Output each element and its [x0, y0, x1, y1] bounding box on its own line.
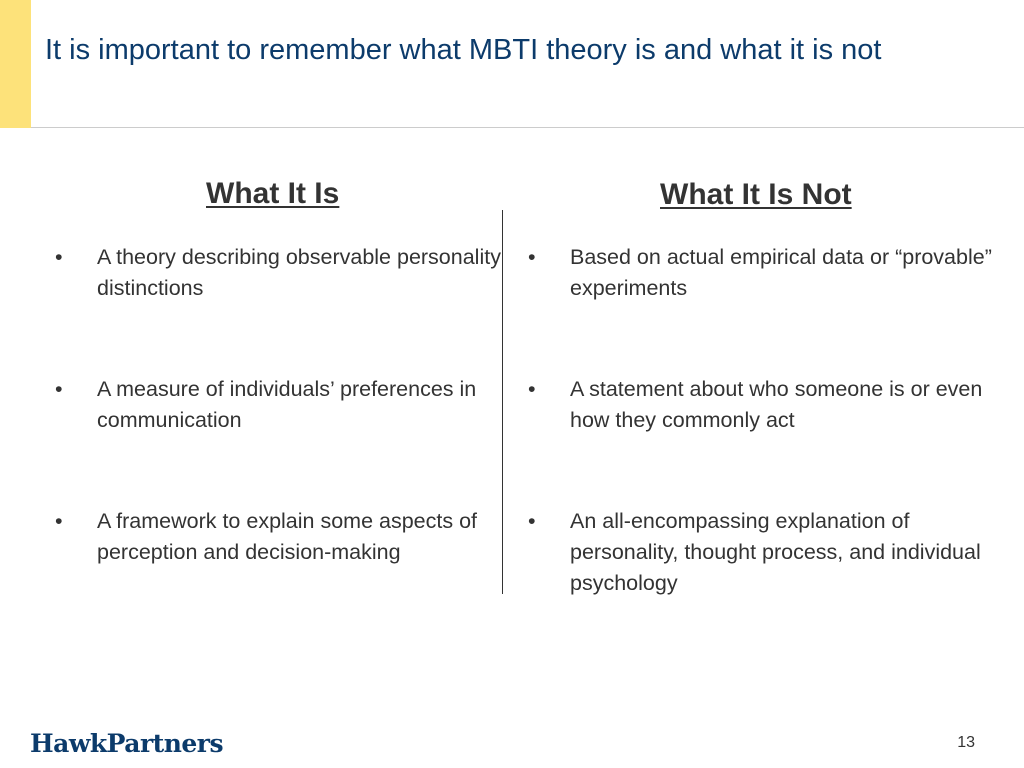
what-it-is-heading: What It Is [206, 177, 340, 210]
list-item-text: A measure of individuals’ preferences in communication [97, 377, 477, 432]
bullet-icon: • [528, 509, 536, 533]
bullet-icon: • [528, 377, 536, 401]
hawkpartners-logo: HawkPartners [30, 729, 224, 758]
title-accent-bar [0, 0, 31, 128]
list-item [528, 374, 998, 506]
list-item-text: A framework to explain some aspects of perception and decision-making [97, 509, 478, 564]
list-item-text: A statement about who someone is or even how they commonly act [570, 377, 983, 432]
list-item-text: A theory describing observable personality distinctions [97, 245, 501, 300]
what-it-is-not-list [528, 242, 998, 638]
what-it-is-not-heading: What It Is Not [660, 178, 852, 211]
list-item-text: Based on actual empirical data or “provable” experiments [570, 245, 992, 300]
slide-title: It is important to remember what MBTI theory is and what it is not [45, 34, 882, 66]
bullet-icon: • [55, 509, 63, 533]
bullet-icon: • [528, 245, 536, 269]
page-number: 13 [957, 734, 975, 751]
title-divider-line [31, 127, 1024, 128]
list-item [528, 242, 998, 374]
bullet-icon: • [55, 245, 63, 269]
what-it-is-list [55, 242, 510, 638]
list-item [528, 506, 998, 638]
list-item-text: An all-encompassing explanation of personality, thought process, and individual psychology [570, 509, 981, 595]
list-item [55, 242, 510, 374]
list-item [55, 374, 510, 506]
bullet-icon: • [55, 377, 63, 401]
list-item [55, 506, 510, 638]
